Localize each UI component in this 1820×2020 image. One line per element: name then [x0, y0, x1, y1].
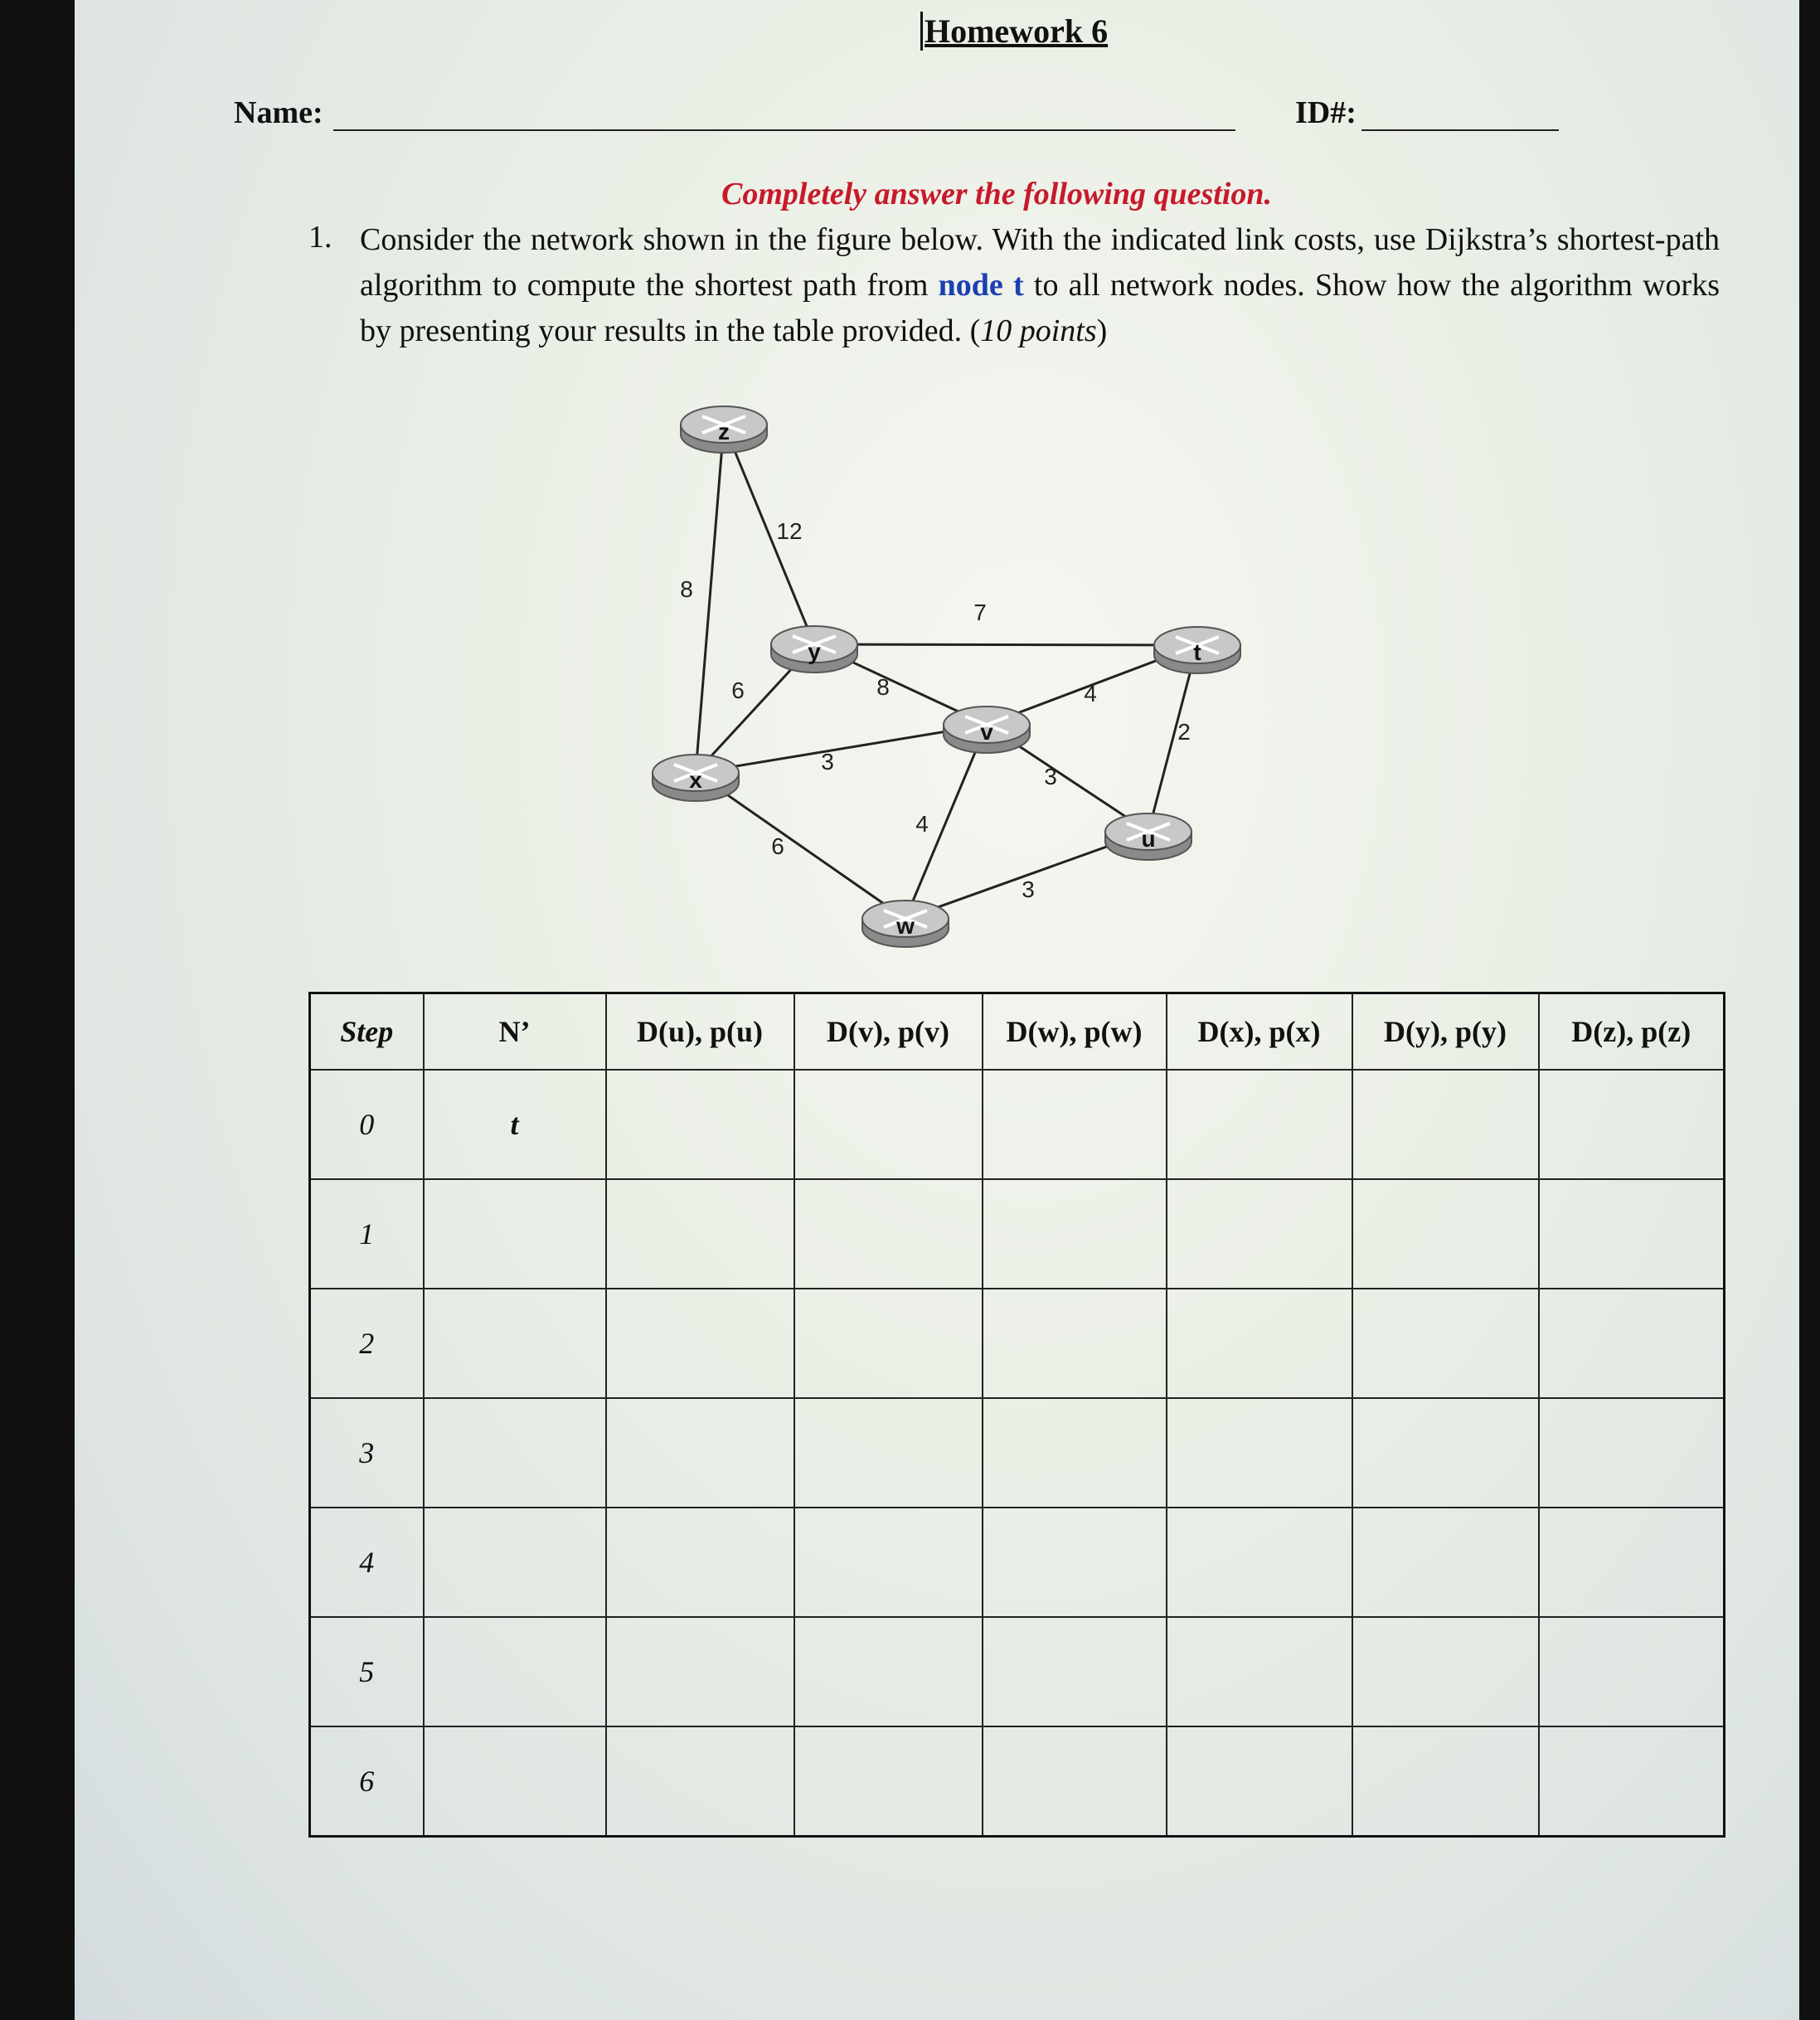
- answer-cell[interactable]: [1352, 1508, 1539, 1617]
- answer-cell[interactable]: [794, 1726, 983, 1837]
- router-node-u: [1105, 813, 1191, 860]
- nprime-cell[interactable]: t: [424, 1070, 606, 1179]
- answer-cell[interactable]: [1539, 1289, 1725, 1398]
- nprime-cell[interactable]: [424, 1726, 606, 1837]
- link-cost-v-t: 4: [1084, 681, 1097, 707]
- answer-cell[interactable]: [1539, 1617, 1725, 1726]
- answer-cell[interactable]: [983, 1398, 1167, 1508]
- answer-cell[interactable]: [1539, 1508, 1725, 1617]
- router-node-v: [944, 707, 1030, 753]
- router-label-y: y: [808, 639, 821, 664]
- link-cost-z-x: 8: [680, 576, 693, 602]
- column-header: D(z), p(z): [1539, 993, 1725, 1071]
- answer-cell[interactable]: [794, 1179, 983, 1289]
- answer-cell[interactable]: [606, 1398, 794, 1508]
- question-highlight-node: node t: [938, 268, 1024, 303]
- network-link-z-x: [696, 425, 724, 773]
- answer-cell[interactable]: [1167, 1508, 1352, 1617]
- answer-cell[interactable]: [1352, 1726, 1539, 1837]
- answer-cell[interactable]: [794, 1070, 983, 1179]
- router-label-w: w: [896, 913, 915, 939]
- router-label-x: x: [689, 767, 702, 793]
- link-cost-x-w: 6: [771, 833, 784, 859]
- step-cell: 5: [310, 1617, 424, 1726]
- table-row: [310, 1179, 1725, 1289]
- table-body: [310, 1070, 1725, 1837]
- answer-cell[interactable]: [606, 1289, 794, 1398]
- answer-cell[interactable]: [983, 1726, 1167, 1837]
- answer-cell[interactable]: [1167, 1398, 1352, 1508]
- table-row: [310, 1289, 1725, 1398]
- answer-cell[interactable]: [1167, 1070, 1352, 1179]
- answer-cell[interactable]: [1352, 1179, 1539, 1289]
- nprime-cell[interactable]: [424, 1617, 606, 1726]
- link-cost-y-x: 6: [731, 677, 745, 703]
- answer-cell[interactable]: [983, 1617, 1167, 1726]
- column-header: D(v), p(v): [794, 993, 983, 1071]
- answer-cell[interactable]: [1167, 1617, 1352, 1726]
- instruction-text: Completely answer the following question.: [721, 177, 1272, 211]
- step-cell: 0: [310, 1070, 424, 1179]
- id-label: ID#:: [1295, 95, 1357, 130]
- link-cost-v-w: 4: [915, 811, 929, 837]
- question-closing: ): [1096, 313, 1108, 348]
- router-node-z: [681, 406, 767, 453]
- nprime-cell[interactable]: [424, 1398, 606, 1508]
- network-link-y-t: [814, 644, 1197, 645]
- link-cost-x-v: 3: [821, 749, 834, 774]
- link-cost-w-u: 3: [1022, 876, 1035, 902]
- answer-cell[interactable]: [1539, 1179, 1725, 1289]
- answer-cell[interactable]: [794, 1398, 983, 1508]
- table-header-row: [310, 993, 1725, 1071]
- question-points: 10 points: [980, 313, 1097, 348]
- answer-cell[interactable]: [606, 1508, 794, 1617]
- answer-cell[interactable]: [1167, 1179, 1352, 1289]
- answer-cell[interactable]: [606, 1617, 794, 1726]
- name-label: Name:: [234, 95, 323, 130]
- dijkstra-table: [308, 992, 1725, 1838]
- answer-cell[interactable]: [983, 1508, 1167, 1617]
- column-header: D(y), p(y): [1352, 993, 1539, 1071]
- column-header: N’: [424, 993, 606, 1071]
- question-text-before: Consider the network shown in the figure below. With the indicated link costs, use Dijkstra’s shortest-path algorithm to compute the shortest path from: [360, 222, 1720, 303]
- question-number: 1.: [308, 220, 332, 255]
- question-text-after: to all network nodes. Show how the algorithm works by presenting your results in the table provided. (: [360, 268, 1720, 348]
- answer-cell[interactable]: [1352, 1398, 1539, 1508]
- answer-cell[interactable]: [606, 1726, 794, 1837]
- network-diagram: [75, 0, 1799, 978]
- router-label-v: v: [980, 719, 993, 745]
- router-node-x: [653, 755, 739, 801]
- table-row: [310, 1398, 1725, 1508]
- nprime-cell[interactable]: [424, 1289, 606, 1398]
- answer-cell[interactable]: [1352, 1289, 1539, 1398]
- network-nodes: [653, 406, 1240, 947]
- step-cell: 3: [310, 1398, 424, 1508]
- answer-cell[interactable]: [983, 1070, 1167, 1179]
- link-cost-v-u: 3: [1044, 764, 1057, 789]
- answer-cell[interactable]: [794, 1289, 983, 1398]
- column-header: D(x), p(x): [1167, 993, 1352, 1071]
- step-cell: 6: [310, 1726, 424, 1837]
- answer-cell[interactable]: [794, 1508, 983, 1617]
- answer-cell[interactable]: [606, 1070, 794, 1179]
- answer-cell[interactable]: [983, 1179, 1167, 1289]
- router-label-u: u: [1141, 826, 1156, 852]
- answer-cell[interactable]: [1539, 1070, 1725, 1179]
- link-cost-y-t: 7: [973, 600, 987, 625]
- answer-cell[interactable]: [1167, 1726, 1352, 1837]
- answer-cell[interactable]: [1352, 1617, 1539, 1726]
- link-cost-t-u: 2: [1177, 719, 1191, 745]
- link-cost-z-y: 12: [776, 518, 803, 544]
- answer-cell[interactable]: [606, 1179, 794, 1289]
- answer-cell[interactable]: [983, 1289, 1167, 1398]
- page-title: Homework 6: [920, 12, 1108, 51]
- router-node-t: [1154, 627, 1240, 673]
- router-label-t: t: [1193, 639, 1201, 665]
- answer-cell[interactable]: [1539, 1398, 1725, 1508]
- nprime-cell[interactable]: [424, 1508, 606, 1617]
- table-row: [310, 1070, 1725, 1179]
- table-row: [310, 1617, 1725, 1726]
- column-header: D(u), p(u): [606, 993, 794, 1071]
- step-cell: 2: [310, 1289, 424, 1398]
- table-row: [310, 1726, 1725, 1837]
- router-label-z: z: [718, 419, 730, 444]
- step-cell: 4: [310, 1508, 424, 1617]
- column-header: Step: [310, 993, 424, 1071]
- table-row: [310, 1508, 1725, 1617]
- step-cell: 1: [310, 1179, 424, 1289]
- router-node-w: [862, 901, 949, 947]
- nprime-cell[interactable]: [424, 1179, 606, 1289]
- column-header: D(w), p(w): [983, 993, 1167, 1071]
- link-cost-y-v: 8: [876, 674, 890, 700]
- router-node-y: [771, 626, 857, 673]
- answer-cell[interactable]: [1352, 1070, 1539, 1179]
- worksheet-page: [75, 0, 1799, 2020]
- answer-cell[interactable]: [1539, 1726, 1725, 1837]
- answer-cell[interactable]: [1167, 1289, 1352, 1398]
- answer-cell[interactable]: [794, 1617, 983, 1726]
